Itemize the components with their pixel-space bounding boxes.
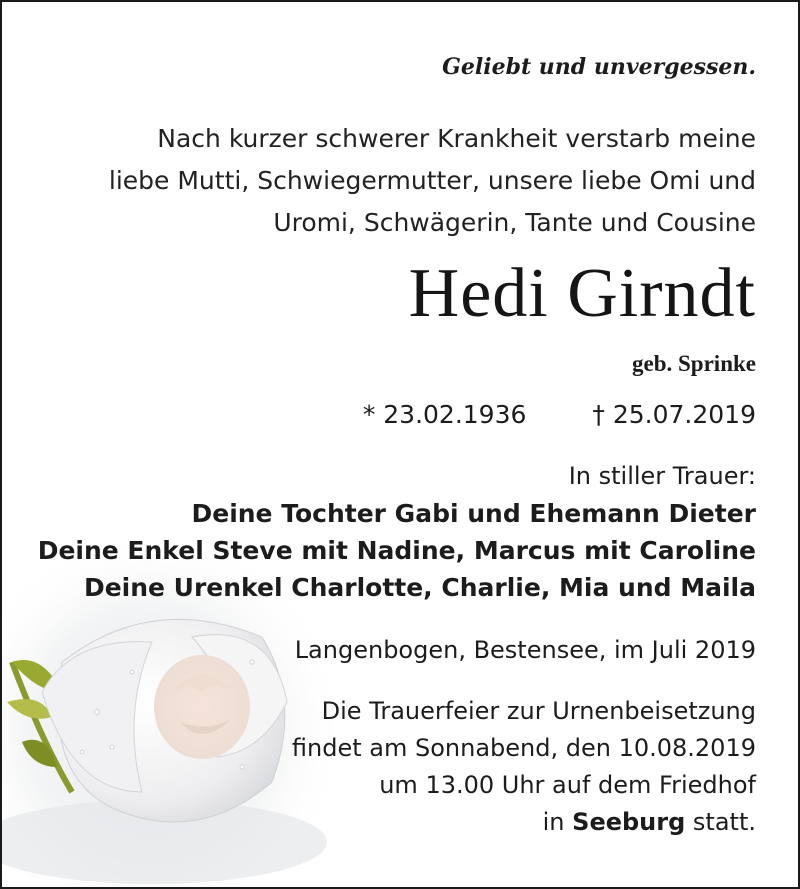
service-line: Die Trauerfeier zur Urnenbeisetzung <box>321 697 756 725</box>
funeral-service-info <box>292 693 756 841</box>
mourning-label: In stiller Trauer: <box>568 462 756 490</box>
service-prefix: in <box>542 808 565 836</box>
birth-date: * 23.02.1936 <box>362 400 527 429</box>
motto: Geliebt und unvergessen. <box>442 54 756 80</box>
intro-line: Nach kurzer schwerer Krankheit verstarb meine <box>157 124 756 153</box>
family-list <box>38 495 756 606</box>
service-line: findet am Sonnabend, den 10.08.2019 <box>291 734 756 762</box>
intro-line: liebe Mutti, Schwiegermutter, unsere liebe Omi und <box>108 166 756 195</box>
intro-text <box>109 118 756 244</box>
maiden-name: geb. Sprinke <box>632 351 756 376</box>
service-location: Seeburg <box>572 808 686 836</box>
service-line: um 13.00 Uhr auf dem Friedhof <box>379 771 756 799</box>
death-date: † 25.07.2019 <box>592 400 756 429</box>
deceased-name: Hedi Girndt <box>408 255 756 332</box>
intro-line: Uromi, Schwägerin, Tante und Cousine <box>273 208 756 237</box>
family-line: Deine Tochter Gabi und Ehemann Dieter <box>191 499 756 528</box>
family-line: Deine Urenkel Charlotte, Charlie, Mia und Maila <box>83 573 756 602</box>
family-line: Deine Enkel Steve mit Nadine, Marcus mit Caroline <box>37 536 756 565</box>
service-suffix: statt. <box>692 808 756 836</box>
life-dates <box>363 400 756 429</box>
service-line <box>292 804 756 841</box>
place-date: Langenbogen, Bestensee, im Juli 2019 <box>294 636 756 664</box>
